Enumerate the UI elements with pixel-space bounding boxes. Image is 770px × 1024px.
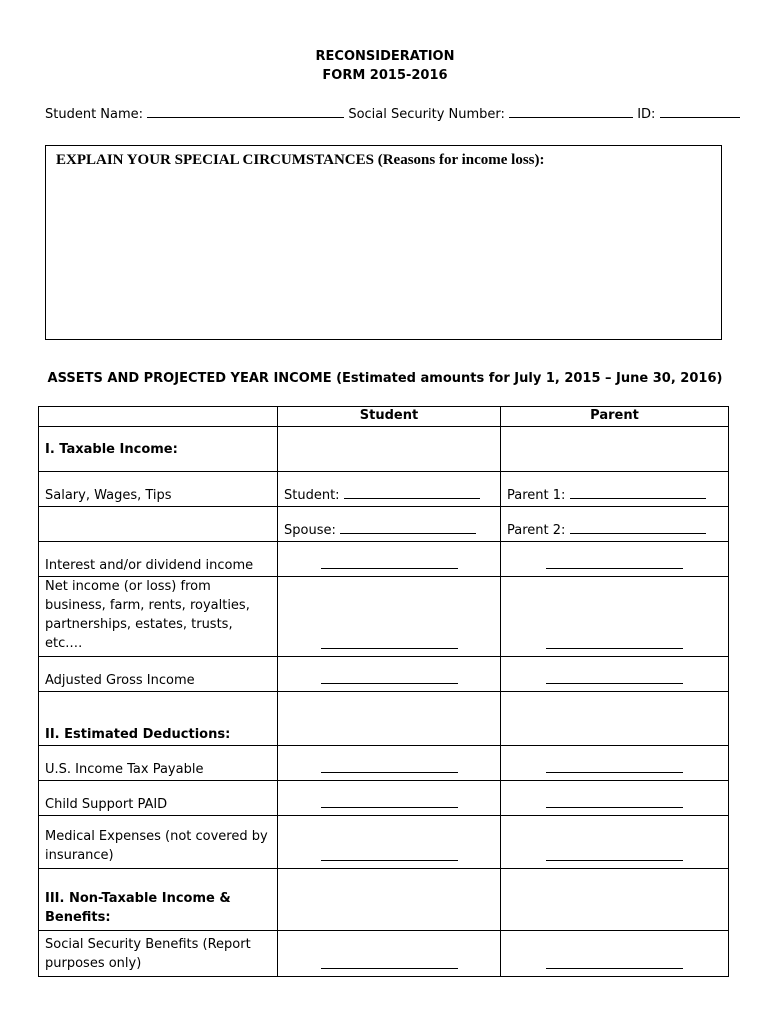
spouse-salary-field[interactable]	[340, 522, 476, 534]
net-income-row	[39, 577, 729, 657]
empty-cell	[278, 869, 501, 931]
parent-child-support-field[interactable]	[546, 796, 683, 808]
nontaxable-heading: III. Non-Taxable Income & Benefits:	[39, 869, 278, 931]
id-field[interactable]	[660, 106, 740, 118]
empty-cell	[278, 427, 501, 472]
empty-cell	[39, 507, 278, 542]
parent-interest-field[interactable]	[546, 557, 683, 569]
child-support-label: Child Support PAID	[39, 781, 278, 816]
spouse-row	[39, 507, 729, 542]
child-support-row	[39, 781, 729, 816]
social-security-row	[39, 931, 729, 977]
parent-ss-field[interactable]	[546, 957, 683, 969]
empty-cell	[501, 869, 729, 931]
header-blank-cell	[39, 407, 278, 427]
parent-agi-field[interactable]	[546, 672, 683, 684]
agi-row	[39, 657, 729, 692]
form-title: RECONSIDERATION	[315, 49, 455, 64]
student-name-field[interactable]	[147, 106, 344, 118]
interest-row	[39, 542, 729, 577]
medical-label: Medical Expenses (not covered by insurance)	[39, 816, 278, 869]
nontaxable-heading-row	[39, 869, 729, 931]
explain-circumstances-box[interactable]	[45, 145, 722, 340]
social-security-label: Social Security Benefits (Report purposes only)	[39, 931, 278, 977]
table-header-row	[39, 407, 729, 427]
student-name-label: Student Name:	[45, 107, 144, 122]
parent2-salary-field[interactable]	[570, 522, 706, 534]
ssn-field[interactable]	[509, 106, 633, 118]
salary-label: Salary, Wages, Tips	[39, 472, 278, 507]
parent-tax-field[interactable]	[546, 761, 683, 773]
spouse-salary-label: Spouse:	[284, 523, 336, 538]
salary-row	[39, 472, 729, 507]
student-ss-field[interactable]	[321, 957, 458, 969]
student-agi-field[interactable]	[321, 672, 458, 684]
explain-label: EXPLAIN YOUR SPECIAL CIRCUMSTANCES (Reasons for income loss):	[56, 152, 545, 168]
tax-payable-label: U.S. Income Tax Payable	[39, 746, 278, 781]
ssn-label: Social Security Number:	[348, 107, 505, 122]
net-income-label: Net income (or loss) from business, farm, rents, royalties, partnerships, estates, trusts, etc.…	[39, 577, 278, 657]
agi-label: Adjusted Gross Income	[39, 657, 278, 692]
interest-label: Interest and/or dividend income	[39, 542, 278, 577]
deductions-heading-row	[39, 692, 729, 746]
parent1-salary-field[interactable]	[570, 487, 706, 499]
student-interest-field[interactable]	[321, 557, 458, 569]
tax-payable-row	[39, 746, 729, 781]
parent-medical-field[interactable]	[546, 849, 683, 861]
student-net-income-field[interactable]	[321, 637, 458, 649]
assets-table	[38, 406, 729, 977]
student-tax-field[interactable]	[321, 761, 458, 773]
parent-column-header: Parent	[501, 407, 729, 427]
parent2-salary-label: Parent 2:	[507, 523, 566, 538]
parent-net-income-field[interactable]	[546, 637, 683, 649]
medical-row	[39, 816, 729, 869]
assets-section-title: ASSETS AND PROJECTED YEAR INCOME (Estimated amounts for July 1, 2015 – June 30, 2016)	[47, 371, 723, 386]
student-salary-label: Student:	[284, 488, 340, 503]
parent1-salary-label: Parent 1:	[507, 488, 566, 503]
taxable-income-heading-row	[39, 427, 729, 472]
form-subtitle: FORM 2015-2016	[322, 68, 448, 83]
empty-cell	[501, 692, 729, 746]
id-label: ID:	[637, 107, 656, 122]
empty-cell	[278, 692, 501, 746]
deductions-heading: II. Estimated Deductions:	[39, 692, 278, 746]
taxable-income-heading: I. Taxable Income:	[39, 427, 278, 472]
student-child-support-field[interactable]	[321, 796, 458, 808]
student-medical-field[interactable]	[321, 849, 458, 861]
student-salary-field[interactable]	[344, 487, 480, 499]
empty-cell	[501, 427, 729, 472]
student-info-row	[45, 106, 735, 122]
student-column-header: Student	[278, 407, 501, 427]
